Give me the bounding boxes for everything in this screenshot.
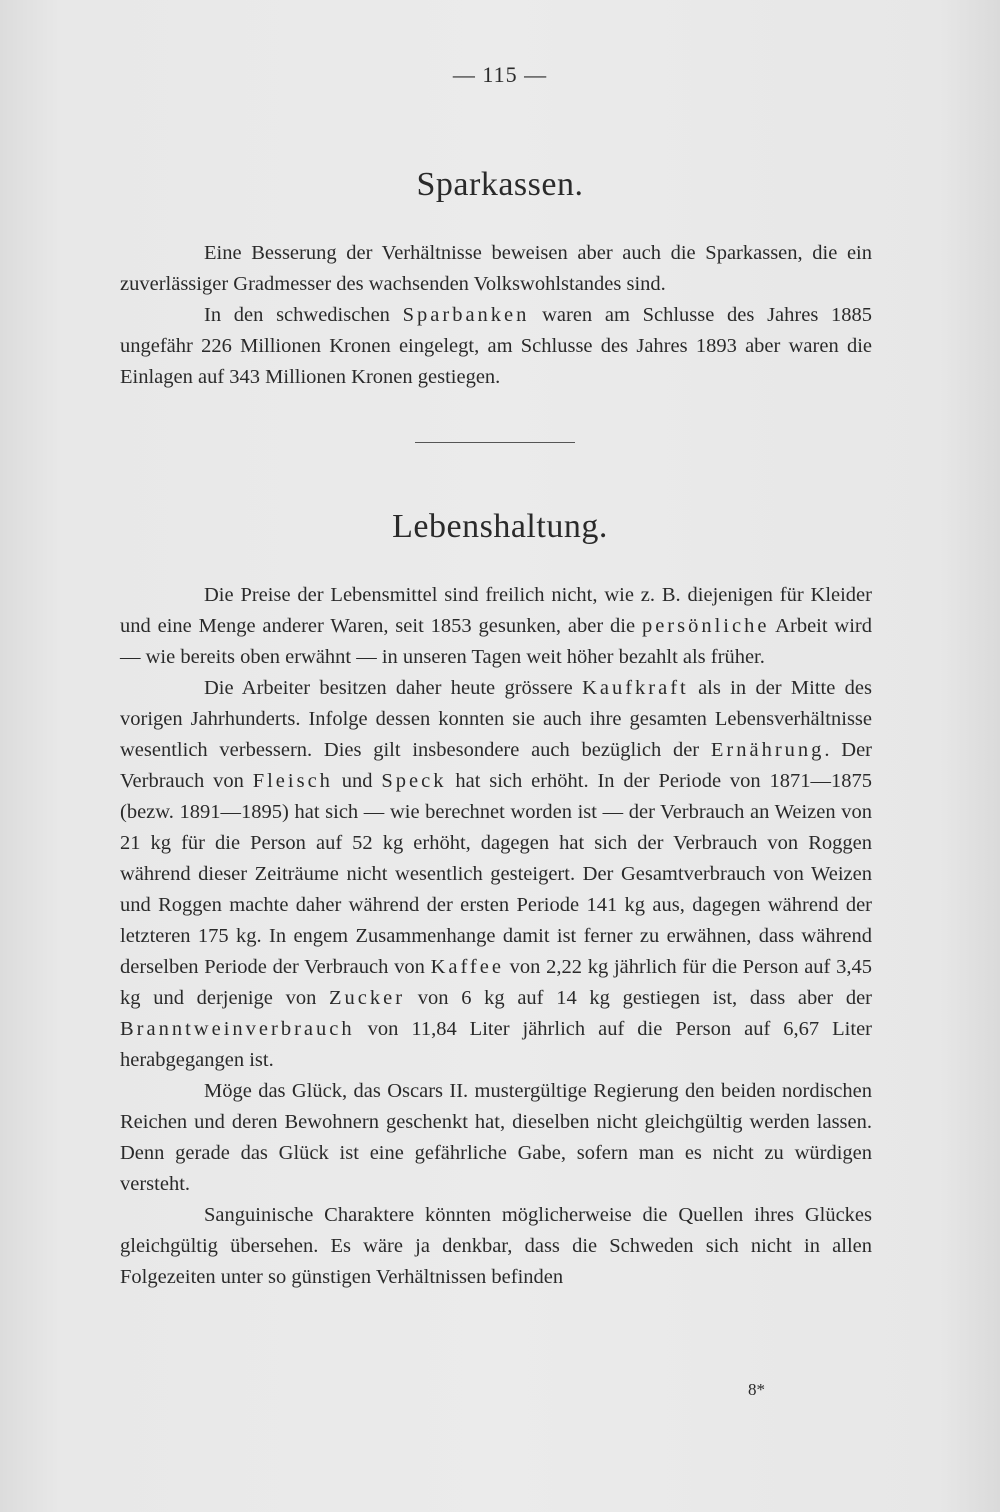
page-number: — 115 — — [452, 62, 548, 87]
paragraph: Die Arbeiter besitzen daher heute grössere Kaufkraft als in der Mitte des vorigen Jahrhunderts. Infolge dessen konnten sie auch ihre gesamten Lebensverhältnisse wesentlich verbessern. Dies gilt insbesondere auch bezüglich der Ernährung. Der Verbrauch von Fleisch und Speck hat sich erhöht. In der Periode von 1871—1875 (bezw. 1891—1895) hat sich — wie berechnet worden ist — der Verbrauch an Weizen von 21 kg für die Person auf 52 kg erhöht, dagegen hat sich der Verbrauch von Roggen während dieser Zeiträume nicht wesentlich gesteigert. Der Gesamtverbrauch von Weizen und Roggen machte daher während der ersten Periode 141 kg aus, dagegen während der letzteren 175 kg. In engem Zusammenhange damit ist ferner zu erwähnen, dass während derselben Periode der Verbrauch von Kaffee von 2,22 kg jährlich für die Person auf 3,45 kg und derjenige von Zucker von 6 kg auf 14 kg gestiegen ist, dass aber der Branntweinverbrauch von 11,84 Liter jährlich auf die Person auf 6,67 Liter herabgegangen ist. — [120, 677, 873, 1071]
section-body-lebenshaltung — [120, 580, 872, 1293]
paragraph: Sanguinische Charaktere könnten möglicherweise die Quellen ihres Glückes gleichgültig übersehen. Es wäre ja denkbar, dass die Schweden sich nicht in allen Folgezeiten unter so günstigen Verhältnissen befinden — [120, 1204, 872, 1288]
paragraph: In den schwedischen Sparbanken waren am Schlusse des Jahres 1885 ungefähr 226 Millionen Kronen eingelegt, am Schlusse des Jahres 1893 aber waren die Einlagen auf 343 Millionen Kronen gestiegen. — [120, 304, 873, 388]
paragraph: Möge das Glück, das Oscars II. mustergültige Regierung den beiden nordischen Reichen und deren Bewohnern geschenkt hat, dieselben nicht gleichgültig werden lassen. Denn gerade das Glück ist eine gefährliche Gabe, sofern man es nicht zu würdigen versteht. — [120, 1080, 872, 1195]
section-title-sparkassen: Sparkassen. — [416, 166, 584, 203]
printer-signature-mark: 8* — [748, 1380, 765, 1399]
paragraph: Eine Besserung der Verhältnisse beweisen aber auch die Sparkassen, die ein zuverlässiger Gradmesser des wachsenden Volkswohlstandes sind. — [120, 242, 872, 295]
paragraph: Die Preise der Lebensmittel sind freilich nicht, wie z. B. diejenigen für Kleider und eine Menge anderer Waren, seit 1853 gesunken, aber die persönliche Arbeit wird — wie bereits oben erwähnt — in unseren Tagen weit höher bezahlt als früher. — [120, 584, 872, 668]
section-body-sparkassen — [120, 238, 872, 393]
section-title-lebenshaltung: Lebenshaltung. — [392, 508, 608, 545]
section-divider — [415, 442, 575, 443]
